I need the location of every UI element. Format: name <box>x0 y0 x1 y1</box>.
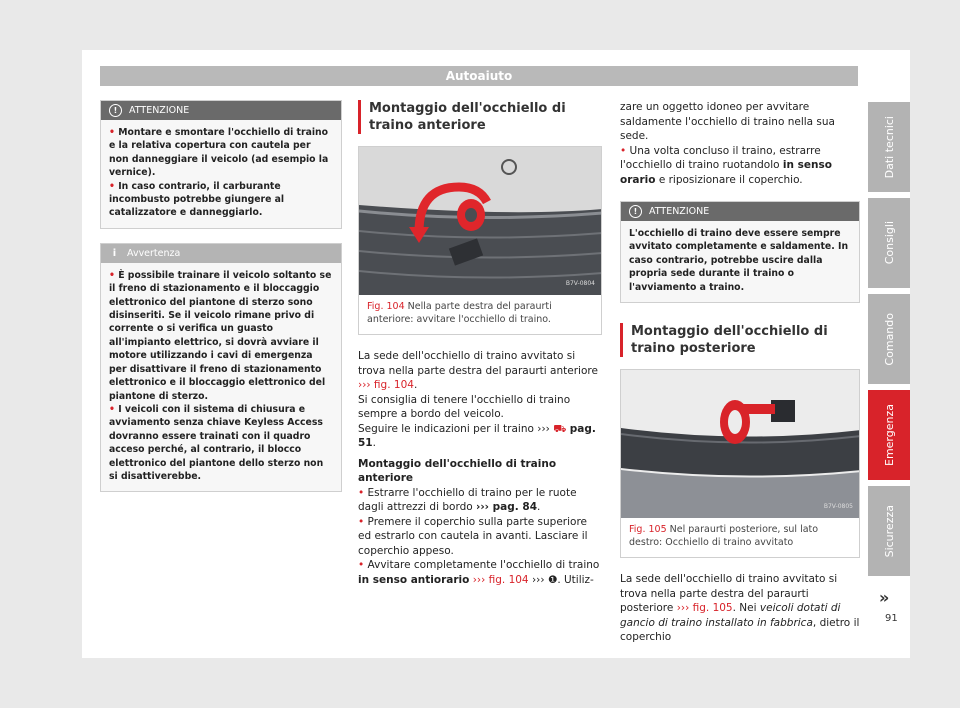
figure-label: Fig. 104 <box>367 301 405 312</box>
bullet-icon: • <box>620 144 627 157</box>
figure-caption: Fig. 105 Nel paraurti posteriore, sul lato destro: Occhiello di traino avvitato <box>629 524 819 548</box>
paragraph: La sede dell'occhiello di traino avvitato si trova nella parte destra del paraurti anteriore ››› fig. 104. <box>358 350 598 391</box>
warning-header <box>621 202 859 221</box>
right-column <box>620 100 860 645</box>
tab-dati-tecnici[interactable]: Dati tecnici <box>868 102 910 192</box>
tow-icon: ⛟ <box>553 422 567 435</box>
tab-emergenza[interactable]: Emergenza <box>868 390 910 480</box>
front-bumper-image <box>359 147 601 295</box>
rear-bumper-illustration <box>621 370 859 518</box>
section-title: Montaggio dell'occhiello di traino anteriore <box>358 100 602 134</box>
note-header <box>101 244 341 263</box>
note-item: • È possibile trainare il veicolo soltanto se il freno di stazionamento e il bloccaggio elettronico del piantone di sterzo sono disinseriti. Se il veicolo rimane privo di corrente o si verifica un guasto all'impianto elettrico, si dovrà avviare il motore utilizzando i cavi di emergenza per disattivare il freno di stazionamento elettronico e il bloccaggio elettronico del piantone di sterzo. <box>109 269 332 402</box>
continue-arrow-icon: » <box>879 588 890 607</box>
step-item: • Estrarre l'occhiello di traino per le ruote dagli attrezzi di bordo ››› pag. 84. <box>358 486 577 513</box>
tab-comando[interactable]: Comando <box>868 294 910 384</box>
left-column <box>100 100 342 492</box>
figure-link[interactable]: ››› fig. 104 <box>472 573 529 586</box>
figure-link[interactable]: ››› fig. 105 <box>676 602 733 615</box>
info-icon: i <box>112 247 117 259</box>
bullet-icon: • <box>358 559 365 571</box>
figure-code: B7V-0804 <box>565 279 595 287</box>
section-title: Montaggio dell'occhiello di traino posteriore <box>620 323 860 357</box>
bullet-icon: • <box>109 269 115 281</box>
warning-title: ATTENZIONE <box>129 105 190 116</box>
figure-caption: Fig. 104 Nella parte destra del paraurti anteriore: avvitare l'occhiello di traino. <box>367 301 552 325</box>
page-header: Autoaiuto <box>100 66 858 86</box>
figure-105 <box>620 369 860 558</box>
step-item: • Premere il coperchio sulla parte superiore ed estrarlo con cautela in avanti. Lasciare il coperchio appeso. <box>358 515 588 557</box>
bullet-icon: • <box>358 486 365 499</box>
bullet-icon: • <box>109 127 115 138</box>
warning-icon: ! <box>629 205 642 218</box>
paragraph: Si consiglia di tenere l'occhiello di traino sempre a bordo del veicolo. <box>358 393 571 420</box>
step-item: • Una volta concluso il traino, estrarre l'occhiello di traino ruotandolo in senso orario e riposizionare il coperchio. <box>620 144 832 186</box>
step-item: • Avvitare completamente l'occhiello di traino in senso antiorario ››› fig. 104 ››› ❶. Utiliz- <box>358 559 600 586</box>
warning-title: ATTENZIONE <box>649 206 710 217</box>
note-title: Avvertenza <box>127 247 181 259</box>
note-box <box>100 243 342 493</box>
page-number: 91 <box>885 613 898 624</box>
rear-bumper-image <box>621 370 859 518</box>
figure-label: Fig. 105 <box>629 524 667 536</box>
note-body <box>101 263 341 492</box>
warning-item: • In caso contrario, il carburante incombusto potrebbe giungere al catalizzatore e danneggiarlo. <box>109 180 285 219</box>
figure-link[interactable]: ››› fig. 104 <box>358 379 414 391</box>
middle-column <box>358 100 602 587</box>
warning-box <box>100 100 342 229</box>
figure-code: B7V-0805 <box>823 502 853 510</box>
paragraph: zare un oggetto idoneo per avvitare saldamente l'occhiello di traino nella sua sede. <box>620 101 835 142</box>
tab-consigli[interactable]: Consigli <box>868 198 910 288</box>
note-item: • I veicoli con il sistema di chiusura e avviamento senza chiave Keyless Access dovranno essere trainati con il quadro acceso perché, al contrario, il blocco elettronico del piantone dello sterzo non si disattiverebbe. <box>109 403 324 482</box>
chapter-tabs <box>868 102 910 582</box>
front-bumper-illustration <box>359 147 601 295</box>
page-link[interactable]: ››› pag. 84 <box>476 501 538 513</box>
warning-header <box>101 101 341 120</box>
paragraph: Seguire le indicazioni per il traino ››› ⛟ pag. 51. <box>358 422 596 449</box>
warning-item: • Montare e smontare l'occhiello di traino e la relativa copertura con cautela per non danneggiare il veicolo (ad esempio la vernice). <box>109 127 329 179</box>
subheading: Montaggio dell'occhiello di traino anteriore <box>358 457 557 484</box>
tab-sicurezza[interactable]: Sicurezza <box>868 486 910 576</box>
figure-104 <box>358 146 602 335</box>
page-link[interactable]: pag. 51 <box>358 422 596 449</box>
warning-body <box>101 120 341 228</box>
bullet-icon: • <box>109 180 115 192</box>
bullet-icon: • <box>358 515 365 528</box>
warning-icon: ! <box>109 104 122 117</box>
warning-box <box>620 201 860 303</box>
paragraph: La sede dell'occhiello di traino avvitato si trova nella parte destra del paraurti posteriore ››› fig. 105. Nei veicoli dotati di gancio di traino installato in fabbrica, dietro il coperchio <box>620 573 860 644</box>
bullet-icon: • <box>109 403 115 415</box>
warning-body: L'occhiello di traino deve essere sempre avvitato completamente e saldamente. In caso contrario, potrebbe uscire dalla propria sede durante il traino o l'avviamento a traino. <box>629 228 849 293</box>
